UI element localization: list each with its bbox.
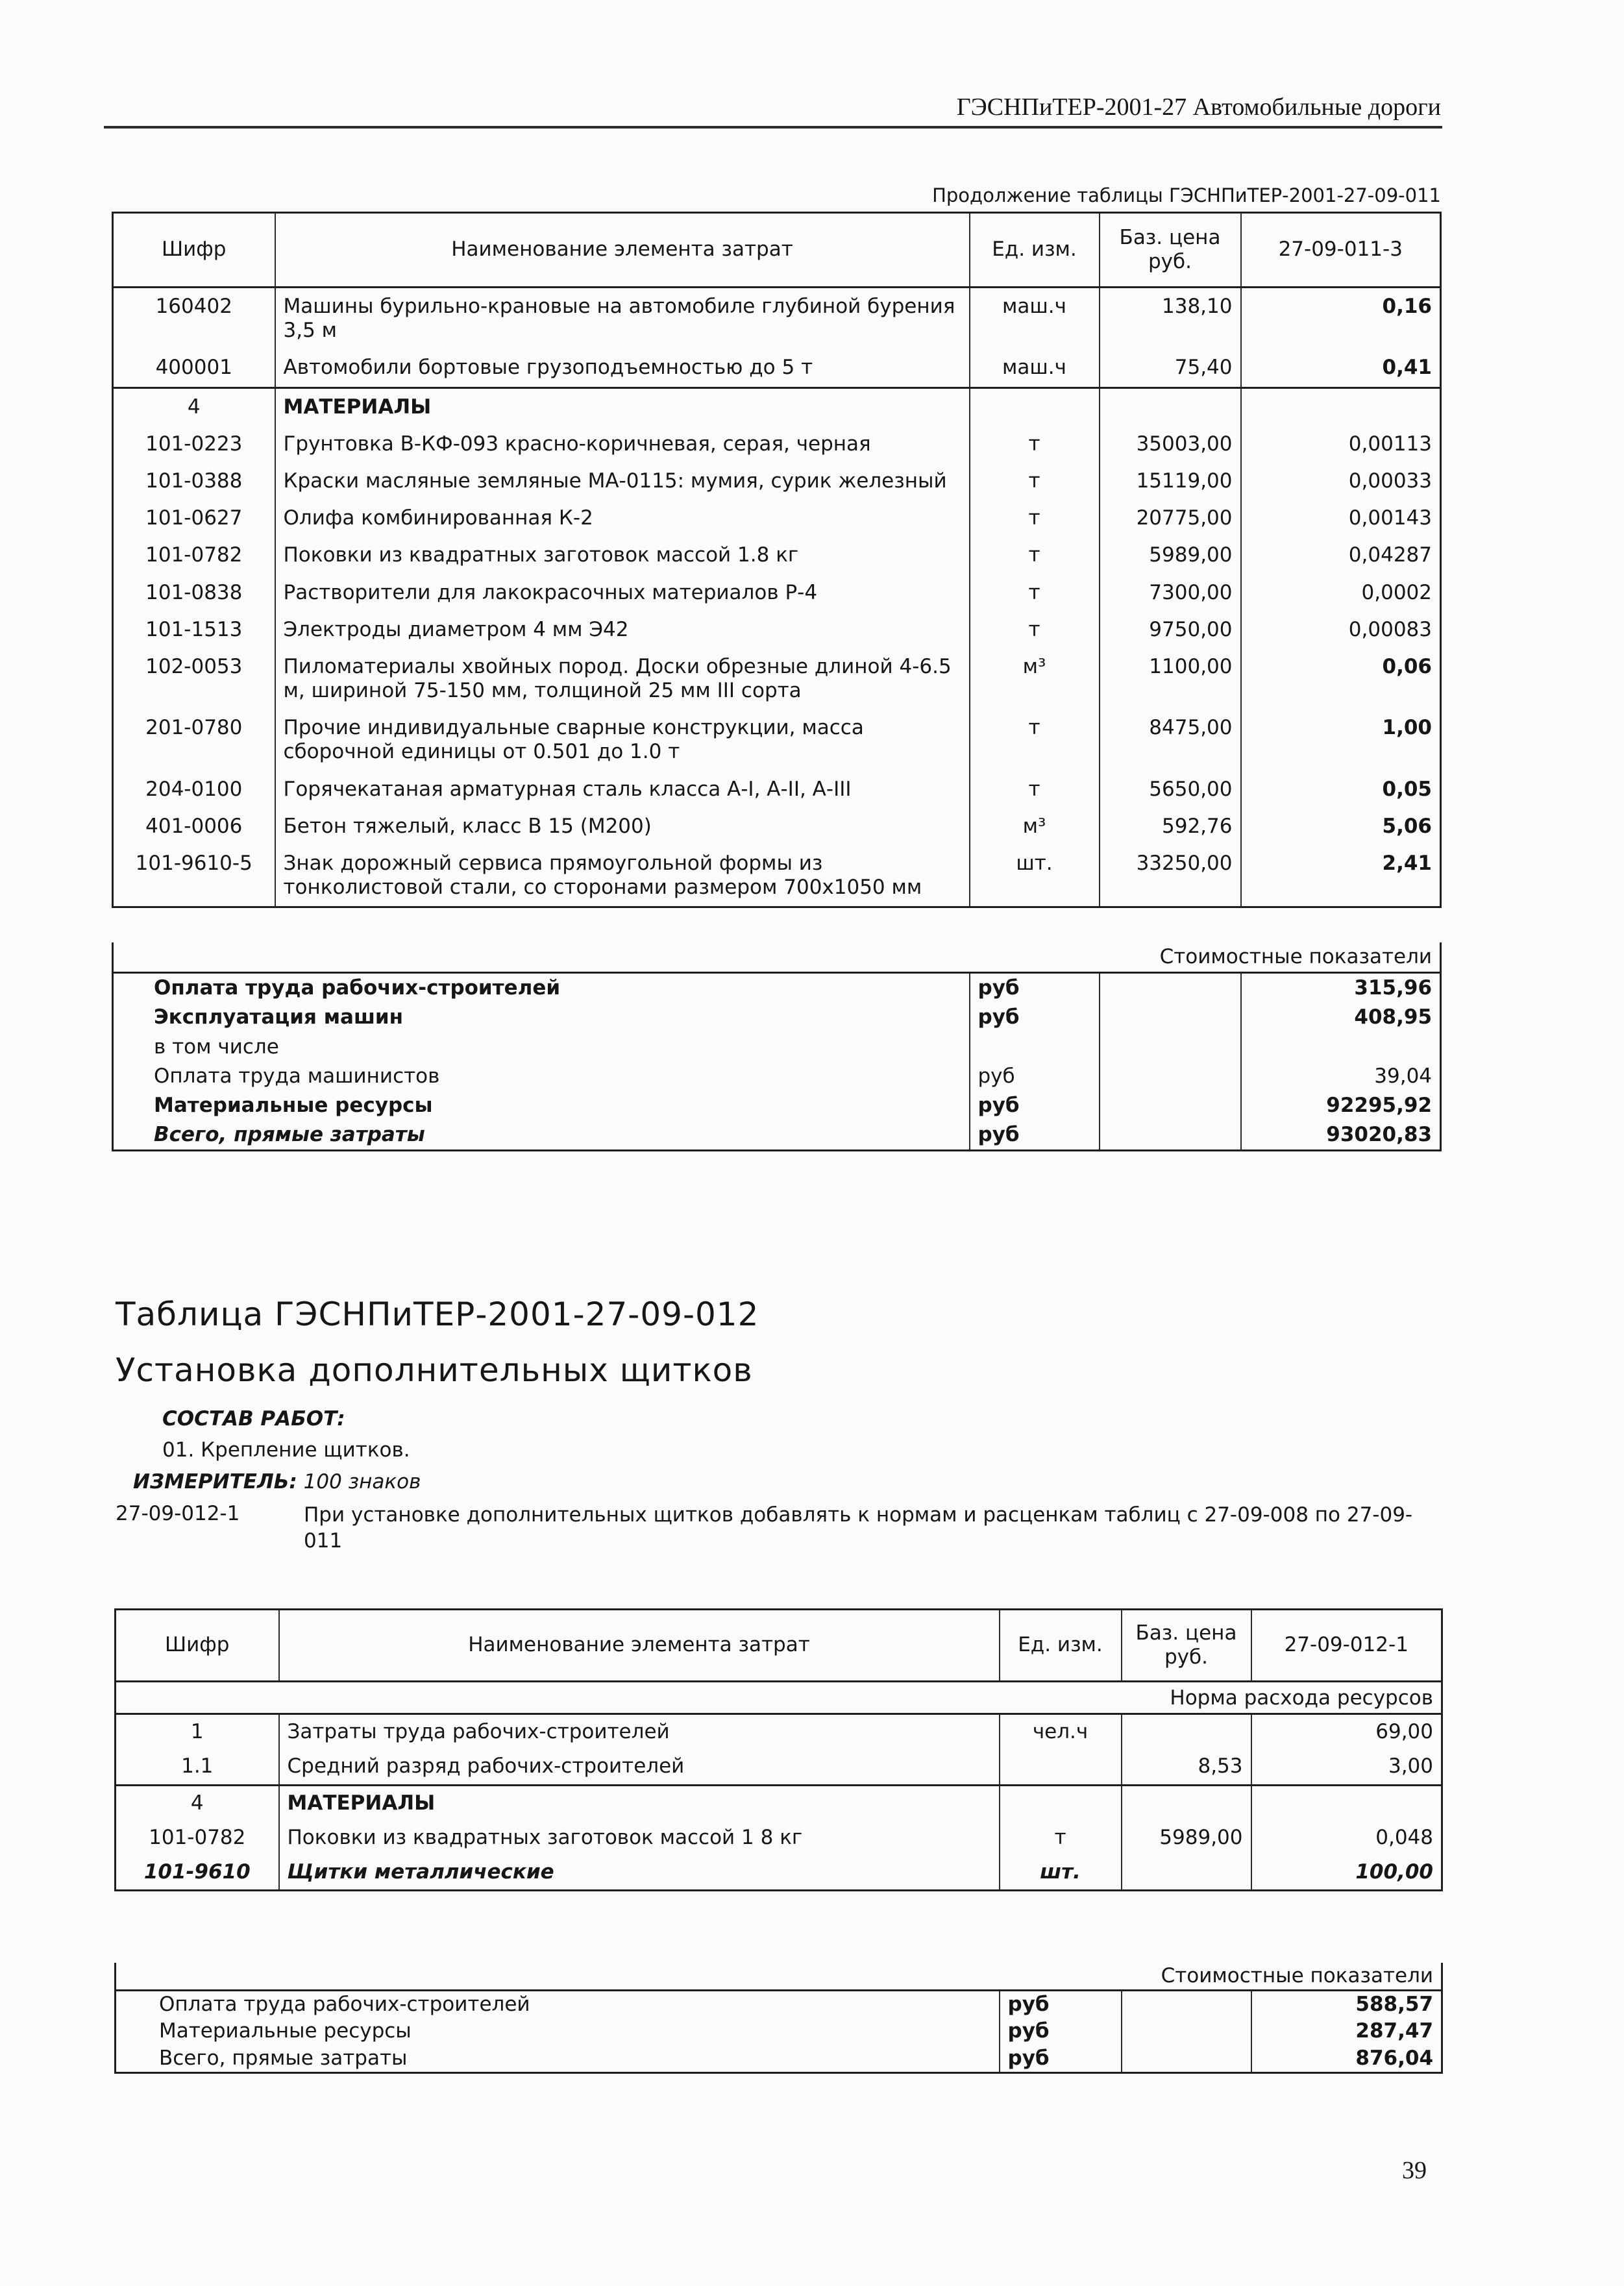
cost-value: 408,95 [1241,1003,1441,1032]
row-unit: т [970,500,1100,537]
cost-row [116,1991,1442,2019]
cost-label-row [116,1963,1442,1991]
col-header-unit: Ед. изм. [1000,1610,1122,1682]
row-price: 20775,00 [1100,500,1241,537]
row-unit: шт. [970,845,1100,907]
row-unit: шт. [1000,1855,1122,1891]
materials-section-row [116,1785,1442,1821]
row-price: 15119,00 [1100,463,1241,500]
row-name: Горячекатаная арматурная сталь класса А-I, А-II, А-III [275,771,970,808]
composition-label: СОСТАВ РАБОТ: [162,1407,345,1431]
cost-name: Всего, прямые затраты [154,1123,425,1147]
row-price [1122,1855,1251,1891]
row-name: Затраты труда рабочих-строителей [279,1714,1000,1750]
row-norm: 0,05 [1241,771,1441,808]
row-norm: 0,04287 [1241,537,1441,574]
table-continuation-label: Продолжение таблицы ГЭСНПиТЕР-2001-27-09-011 [932,184,1441,206]
row-norm: 0,00143 [1241,500,1441,537]
row-name: Прочие индивидуальные сварные конструкции, масса сборочной единицы от 0.501 до 1.0 т [275,709,970,770]
row-price: 5989,00 [1122,1821,1251,1855]
row-code: 401-0006 [145,814,243,838]
cost-unit: руб [1000,2045,1122,2073]
cost-row [113,973,1441,1003]
row-norm: 5,06 [1241,808,1441,845]
table-header-row [113,213,1441,288]
col-header-price: Баз. цена руб. [1100,213,1241,288]
row-norm: 0,00083 [1241,611,1441,648]
row-code: 1 [190,1720,204,1744]
cost-value: 92295,92 [1241,1091,1441,1120]
row-unit: т [970,574,1100,611]
table-27-09-011 [112,212,1442,908]
row-unit: маш.ч [970,349,1100,387]
row-code: 101-0223 [145,432,243,456]
section-subtitle: Установка дополнительных щитков [116,1351,753,1389]
table-row [116,1714,1442,1750]
row-price: 7300,00 [1100,574,1241,611]
table-row [116,1749,1442,1785]
cost-unit: руб [970,1062,1100,1091]
cost-unit: руб [970,973,1100,1003]
table-row [113,611,1441,648]
note-text: При установке дополнительных щитков добавлять к нормам и расценкам таблиц с 27-09-008 по 27-09-011 [304,1503,1413,1553]
table-27-09-012-costs [114,1963,1443,2074]
cost-label-row [113,942,1441,973]
cost-unit: руб [970,1120,1100,1151]
row-norm: 100,00 [1251,1855,1442,1891]
row-name: Краски масляные земляные МА-0115: мумия, сурик железный [275,463,970,500]
row-price: 592,76 [1100,808,1241,845]
row-name: Средний разряд рабочих-строителей [279,1749,1000,1785]
page-header: ГЭСНПиТЕР-2001-27 Автомобильные дороги [956,93,1441,121]
row-name: Пиломатериалы хвойных пород. Доски обрезные длиной 4-6.5 м, шириной 75-150 мм, толщиной 25 мм III сорта [275,648,970,709]
section-title: МАТЕРИАЛЫ [279,1785,1000,1821]
col-header-price: Баз. цена руб. [1122,1610,1251,1682]
row-code: 204-0100 [145,777,243,801]
row-code: 101-0388 [145,469,243,493]
row-code: 101-1513 [145,617,243,641]
section-code: 4 [113,387,275,426]
cost-value: 315,96 [1241,973,1441,1003]
cost-unit [970,1033,1100,1062]
table-row [116,1821,1442,1855]
row-code: 101-0627 [145,506,243,530]
row-price: 1100,00 [1100,648,1241,709]
table-header-row [116,1610,1442,1682]
table-row [113,845,1441,907]
row-norm: 0,41 [1241,349,1441,387]
row-unit: т [970,611,1100,648]
row-code: 102-0053 [145,654,243,678]
table-row [113,426,1441,463]
table-27-09-011-costs [112,942,1442,1151]
cost-name: Всего, прямые затраты [159,2046,408,2070]
page-number: 39 [1402,2157,1427,2184]
meter-line [133,1470,421,1493]
cost-name: Материальные ресурсы [159,2019,412,2043]
section-title: Таблица ГЭСНПиТЕР-2001-27-09-012 [116,1296,759,1333]
cost-value: 287,47 [1251,2018,1442,2045]
row-norm: 0,16 [1241,288,1441,350]
cost-value: 876,04 [1251,2045,1442,2073]
row-code: 201-0780 [145,716,243,740]
col-header-unit: Ед. изм. [970,213,1100,288]
row-code: 101-0782 [145,543,243,567]
row-name: Олифа комбинированная К-2 [275,500,970,537]
table-row [113,537,1441,574]
row-unit: м³ [970,808,1100,845]
row-price: 5989,00 [1100,537,1241,574]
row-norm: 0,048 [1251,1821,1442,1855]
row-code: 101-9610 [143,1860,251,1884]
row-norm: 1,00 [1241,709,1441,770]
table-row [113,709,1441,770]
row-name: Электроды диаметром 4 мм Э42 [275,611,970,648]
row-norm: 0,06 [1241,648,1441,709]
row-name: Поковки из квадратных заготовок массой 1 8 кг [279,1821,1000,1855]
cost-name: Оплата труда машинистов [154,1064,440,1088]
row-code: 160402 [155,295,232,318]
row-price: 8,53 [1122,1749,1251,1785]
col-header-norm: 27-09-011-3 [1241,213,1441,288]
row-unit: т [970,537,1100,574]
row-unit: м³ [970,648,1100,709]
row-code: 101-0782 [149,1825,246,1849]
row-unit: т [970,426,1100,463]
row-unit: маш.ч [970,288,1100,350]
row-code: 1.1 [181,1754,214,1778]
table-27-09-012 [114,1608,1443,1891]
row-price: 138,10 [1100,288,1241,350]
materials-section-row [113,387,1441,426]
row-price [1122,1714,1251,1750]
row-norm: 0,0002 [1241,574,1441,611]
cost-name: в том числе [154,1035,279,1059]
cost-row [116,2045,1442,2073]
row-price: 33250,00 [1100,845,1241,907]
cost-unit: руб [1000,1991,1122,2019]
cost-name: Оплата труда рабочих-строителей [159,1993,530,2017]
row-price: 9750,00 [1100,611,1241,648]
col-header-norm: 27-09-012-1 [1251,1610,1442,1682]
row-name: Знак дорожный сервиса прямоугольной формы из тонколистовой стали, со сторонами размером 700х1050 мм [275,845,970,907]
header-rule [104,126,1442,129]
table-row [113,648,1441,709]
cost-row [116,2018,1442,2045]
row-name: Машины бурильно-крановые на автомобиле глубиной бурения 3,5 м [275,288,970,350]
row-name: Поковки из квадратных заготовок массой 1.8 кг [275,537,970,574]
cost-unit: руб [970,1003,1100,1032]
cost-row [113,1033,1441,1062]
col-header-name: Наименование элемента затрат [275,213,970,288]
cost-row [113,1091,1441,1120]
row-unit: т [970,709,1100,770]
cost-name: Оплата труда рабочих-строителей [154,976,561,1000]
cost-name: Материальные ресурсы [154,1093,433,1117]
section-title: МАТЕРИАЛЫ [275,387,970,426]
col-header-code: Шифр [113,213,275,288]
cost-name: Эксплуатация машин [154,1005,404,1029]
row-unit: т [1000,1821,1122,1855]
table-row [113,808,1441,845]
row-unit: чел.ч [1000,1714,1122,1750]
meter-value: 100 знаков [303,1470,421,1493]
table-row [116,1855,1442,1891]
table-row [113,500,1441,537]
row-norm: 69,00 [1251,1714,1442,1750]
row-norm: 2,41 [1241,845,1441,907]
row-unit [1000,1749,1122,1785]
cost-row [113,1120,1441,1151]
row-code: 101-9610-5 [135,852,252,875]
cost-row [113,1062,1441,1091]
row-norm: 0,00033 [1241,463,1441,500]
row-norm: 0,00113 [1241,426,1441,463]
col-header-code: Шифр [116,1610,279,1682]
row-code: 400001 [155,356,232,380]
row-unit: т [970,463,1100,500]
composition-item: 01. Крепление щитков. [162,1438,410,1462]
cost-label: Стоимостные показатели [113,942,1441,973]
cost-value: 588,57 [1251,1991,1442,2019]
table-row [113,574,1441,611]
row-norm: 3,00 [1251,1749,1442,1785]
row-name: Автомобили бортовые грузоподъемностью до 5 т [275,349,970,387]
meter-label: ИЗМЕРИТЕЛЬ: [133,1470,297,1493]
section-code: 4 [116,1785,279,1821]
row-price: 8475,00 [1100,709,1241,770]
col-header-name: Наименование элемента затрат [279,1610,1000,1682]
row-unit: т [970,771,1100,808]
row-name: Бетон тяжелый, класс В 15 (М200) [275,808,970,845]
row-price: 5650,00 [1100,771,1241,808]
row-price: 35003,00 [1100,426,1241,463]
note-code: 27-09-012-1 [116,1502,240,1525]
table-row [113,463,1441,500]
cost-value: 39,04 [1241,1062,1441,1091]
row-name: Грунтовка В-КФ-093 красно-коричневая, серая, черная [275,426,970,463]
norm-label-row [116,1682,1442,1714]
cost-value: 93020,83 [1241,1120,1441,1151]
cost-unit: руб [970,1091,1100,1120]
row-price: 75,40 [1100,349,1241,387]
row-code: 101-0838 [145,580,243,604]
cost-row [113,1003,1441,1032]
row-name: Растворители для лакокрасочных материалов Р-4 [275,574,970,611]
cost-unit: руб [1000,2018,1122,2045]
cost-label: Стоимостные показатели [116,1963,1442,1991]
row-name: Щитки металлические [279,1855,1000,1891]
table-row [113,771,1441,808]
table-row [113,288,1441,350]
norm-label: Норма расхода ресурсов [116,1682,1442,1714]
cost-value [1241,1033,1441,1062]
table-row [113,349,1441,387]
